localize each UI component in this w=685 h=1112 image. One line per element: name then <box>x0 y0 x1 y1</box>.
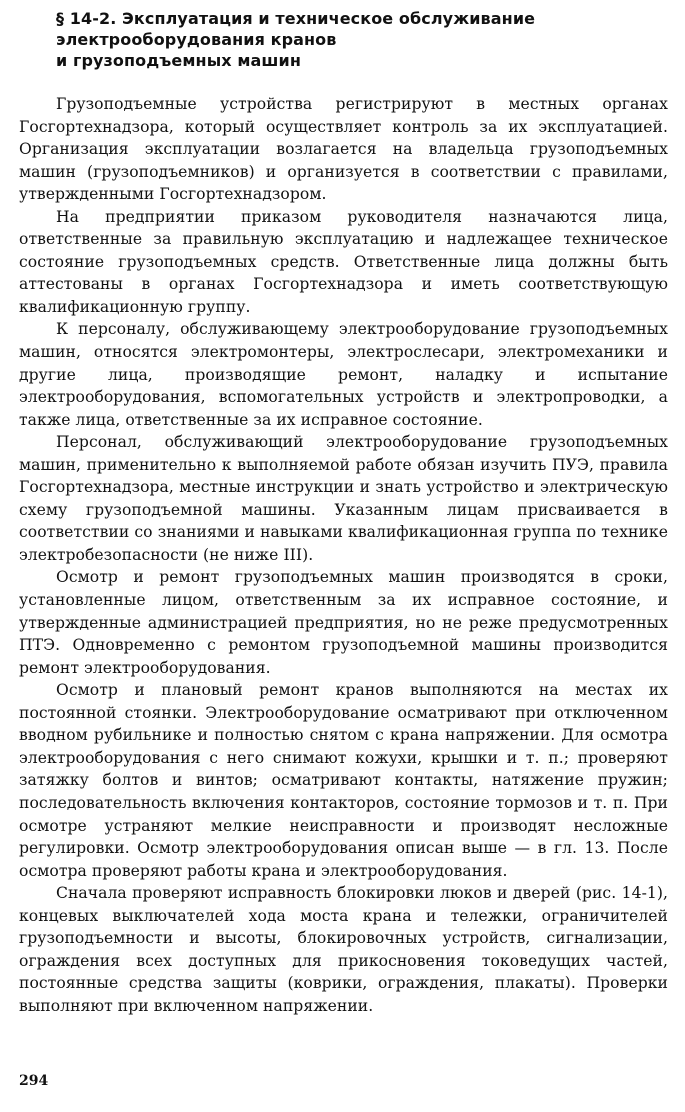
paragraph-personnel: К персоналу, обслуживающему электрооборудование грузоподъемных машин, относятся электромонтеры, электрослесари, электромеханики и другие лица, производящие ремонт, наладку и испытание электрооборудования, вспомогательных устройств и электропроводки, а также лица, ответственные за их исправное состояние. <box>19 320 668 429</box>
section-heading <box>56 8 668 71</box>
paragraph-responsible-persons: На предприятии приказом руководителя назначаются лица, ответственные за правильную эксплуатацию и надлежащее техническое состояние грузоподъемных средств. Ответственные лица должны быть аттестованы в органах Госгортехнадзора и иметь соответствующую квалификационную группу. <box>19 207 668 316</box>
paragraph-checks: Сначала проверяют исправность блокировки люков и дверей (рис. 14-1), концевых выключателей хода моста крана и тележки, ограничителей грузоподъемности и высоты, блокировочных устройств, сигнализации, ограждения всех доступных для прикосновения токоведущих частей, постоянные средства защиты (коврики, ограждения, плакаты). Проверки выполняют при включенном напряжении. <box>19 884 668 1015</box>
paragraph-registration: Грузоподъемные устройства регистрируют в местных органах Госгортехнадзора, который осуществляет контроль за их эксплуатацией. Организация эксплуатации возлагается на владельца грузоподъемных машин (грузоподъемников) и организуется в соответствии с правилами, утвержденными Госгортехнадзором. <box>19 95 668 204</box>
body-text <box>19 93 668 1017</box>
paragraph-personnel-duties: Персонал, обслуживающий электрооборудование грузоподъемных машин, применительно к выполняемой работе обязан изучить ПУЭ, правила Госгортехнадзора, местные инструкции и знать устройство и электрическую схему грузоподъемной машины. Указанным лицам присваивается в соответствии со знаниями и навыками квалификационная группа по технике электробезопасности (не ниже III). <box>19 433 668 564</box>
paragraph-crane-inspection: Осмотр и плановый ремонт кранов выполняются на местах их постоянной стоянки. Электрооборудование осматривают при отключенном вводном рубильнике и полностью снятом с крана напряжении. Для осмотра электрооборудования с него снимают кожухи, крышки и т. п.; проверяют затяжку болтов и винтов; осматривают контакты, натяжение пружин; последовательность включения контакторов, состояние тормозов и т. п. При осмотре устраняют мелкие неисправности и производят несложные регулировки. Осмотр электрооборудования описан выше — в гл. 13. После осмотра проверяют работы крана и электрооборудования. <box>19 681 668 880</box>
section-heading-line: электрооборудования кранов <box>56 30 337 49</box>
paragraph-inspection-schedule: Осмотр и ремонт грузоподъемных машин производятся в сроки, установленные лицом, ответственным за их исправное состояние, и утвержденные администрацией предприятия, но не реже предусмотренных ПТЭ. Одновременно с ремонтом грузоподъемной машины производится ремонт электрооборудования. <box>19 568 668 677</box>
page-number: 294 <box>19 1073 49 1089</box>
section-heading-line: § 14-2. Эксплуатация и техническое обслуживание <box>56 9 536 28</box>
section-heading-line: и грузоподъемных машин <box>56 51 301 70</box>
